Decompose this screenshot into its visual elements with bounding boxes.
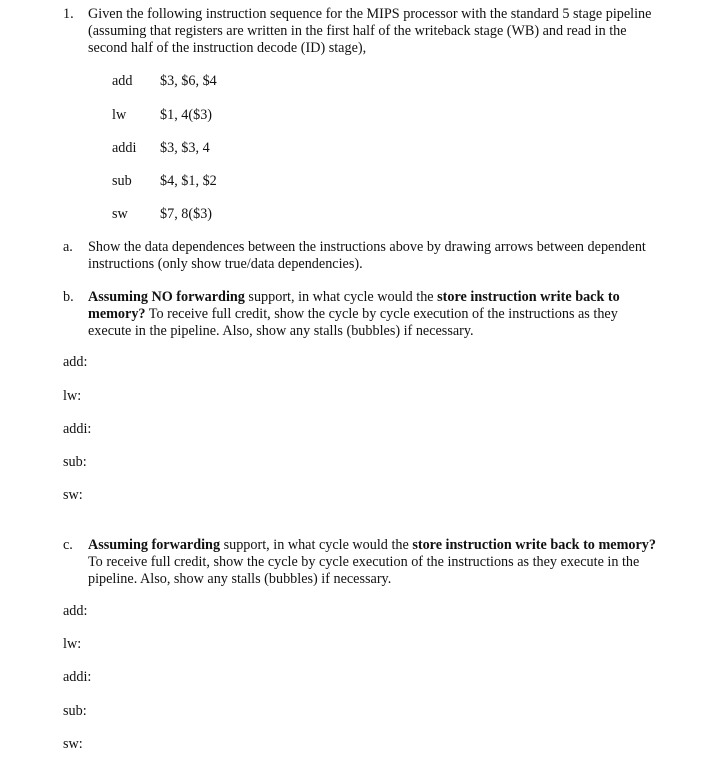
- part-b-bold-phrase: Assuming NO forwarding: [88, 289, 245, 305]
- part-a-letter: a.: [63, 239, 73, 255]
- part-c-text: [88, 537, 656, 588]
- part-c-bold-phrase: store instruction write back to memory?: [412, 537, 656, 553]
- part-b-normal-phrase: support, in what cycle would the: [244, 289, 438, 305]
- part-b-label-addi: addi:: [63, 421, 92, 437]
- part-b-bold-phrase: store instruction write back to: [437, 289, 620, 305]
- part-c-line-1: [88, 537, 656, 554]
- part-a-text: [88, 239, 646, 273]
- part-b-label-lw: lw:: [63, 388, 82, 404]
- instruction-op: sub: [112, 173, 132, 189]
- part-b-label-sw: sw:: [63, 487, 83, 503]
- part-b-normal-phrase: To receive full credit, show the cycle by cycle execution of the instructions as they: [145, 306, 618, 322]
- instruction-op: add: [112, 73, 133, 89]
- part-b-bold-phrase: memory?: [88, 306, 146, 322]
- question-number: 1.: [63, 6, 74, 22]
- part-c-label-lw: lw:: [63, 636, 82, 652]
- part-c-label-add: add:: [63, 603, 88, 619]
- intro-line: Given the following instruction sequence for the MIPS processor with the standard 5 stage pipeline: [88, 6, 652, 22]
- instruction-args: $3, $3, 4: [160, 140, 210, 156]
- part-a-line: Show the data dependences between the instructions above by drawing arrows between dependent: [88, 239, 646, 255]
- part-b-text: [88, 289, 620, 340]
- part-b-label-sub: sub:: [63, 454, 87, 470]
- part-b-line-3: execute in the pipeline. Also, show any stalls (bubbles) if necessary.: [88, 323, 474, 339]
- part-c-label-addi: addi:: [63, 669, 92, 685]
- part-c-label-sw: sw:: [63, 736, 83, 752]
- part-c-normal-phrase: support, in what cycle would the: [220, 537, 413, 553]
- part-c-bold-phrase: Assuming forwarding: [88, 537, 221, 553]
- part-c-line-2: To receive full credit, show the cycle by cycle execution of the instructions as they execute in the: [88, 554, 640, 570]
- part-b-letter: b.: [63, 289, 74, 305]
- instruction-op: sw: [112, 206, 128, 222]
- instruction-op: lw: [112, 107, 127, 123]
- part-c-letter: c.: [63, 537, 73, 553]
- part-b-line-1: [88, 289, 620, 306]
- instruction-args: $3, $6, $4: [160, 73, 217, 89]
- instruction-op: addi: [112, 140, 137, 156]
- intro-line: second half of the instruction decode (ID) stage),: [88, 40, 367, 56]
- intro-line: (assuming that registers are written in the first half of the writeback stage (WB) and read in the: [88, 23, 627, 39]
- part-b-line-2: [88, 306, 620, 323]
- part-a-line: instructions (only show true/data dependencies).: [88, 256, 363, 272]
- instruction-args: $4, $1, $2: [160, 173, 217, 189]
- part-b-label-add: add:: [63, 354, 88, 370]
- instruction-args: $7, 8($3): [160, 206, 213, 222]
- question-intro: [88, 6, 651, 57]
- part-c-label-sub: sub:: [63, 703, 87, 719]
- part-c-line-3: pipeline. Also, show any stalls (bubbles) if necessary.: [88, 571, 392, 587]
- instruction-args: $1, 4($3): [160, 107, 213, 123]
